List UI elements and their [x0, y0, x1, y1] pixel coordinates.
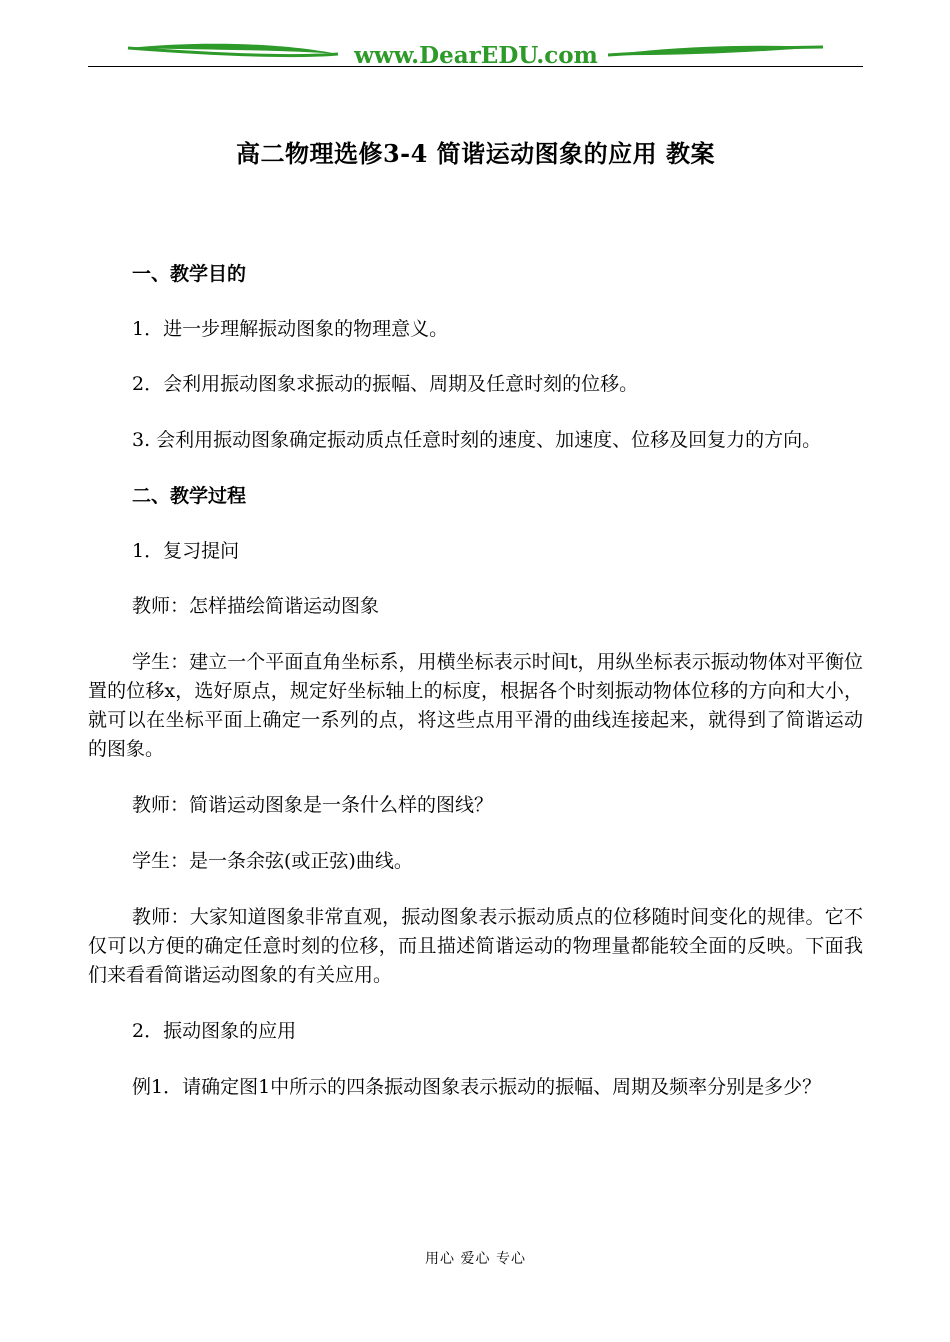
example-1: 例1．请确定图1中所示的四条振动图象表示振动的振幅、周期及频率分别是多少？	[132, 1076, 822, 1098]
student-answer-2: 学生：是一条余弦(或正弦)曲线。	[132, 850, 413, 872]
document-body	[88, 260, 863, 1102]
page-title: 高二物理选修3-4 简谐运动图象的应用 教案	[235, 139, 716, 168]
teacher-question-2: 教师：简谐运动图象是一条什么样的图线？	[132, 794, 494, 816]
objective-2: 2．会利用振动图象求振动的振幅、周期及任意时刻的位移。	[132, 373, 639, 395]
site-logo-text: www.DearEDU.com	[354, 42, 598, 69]
step-application-heading: 2．振动图象的应用	[132, 1020, 297, 1042]
section-heading-process: 二、教学过程	[132, 485, 247, 507]
step-review-heading: 1．复习提问	[132, 540, 240, 562]
objective-1: 1．进一步理解振动图象的物理意义。	[132, 318, 449, 340]
teacher-question-1: 教师：怎样描绘简谐运动图象	[132, 595, 380, 617]
header-rule	[88, 66, 863, 67]
section-heading-objectives: 一、教学目的	[132, 263, 247, 285]
objective-3: 3. 会利用振动图象确定振动质点任意时刻的速度、加速度、位移及回复力的方向。	[132, 429, 822, 451]
student-answer-1: 学生：建立一个平面直角坐标系，用横坐标表示时间t，用纵坐标表示振动物体对平衡位置的位移x，选好原点，规定好坐标轴上的标度，根据各个时刻振动物体位移的方向和大小，就可以在坐标平面上确定一系列的点，将这些点用平滑的曲线连接起来，就得到了简谐运动的图象。	[88, 651, 863, 760]
teacher-statement: 教师：大家知道图象非常直观，振动图象表示振动质点的位移随时间变化的规律。它不仅可以方便的确定任意时刻的位移，而且描述简谐运动的物理量都能较全面的反映。下面我们来看看简谐运动图象的有关应用。	[88, 906, 863, 986]
page-footer: 用心 爱心 专心	[425, 1251, 526, 1267]
